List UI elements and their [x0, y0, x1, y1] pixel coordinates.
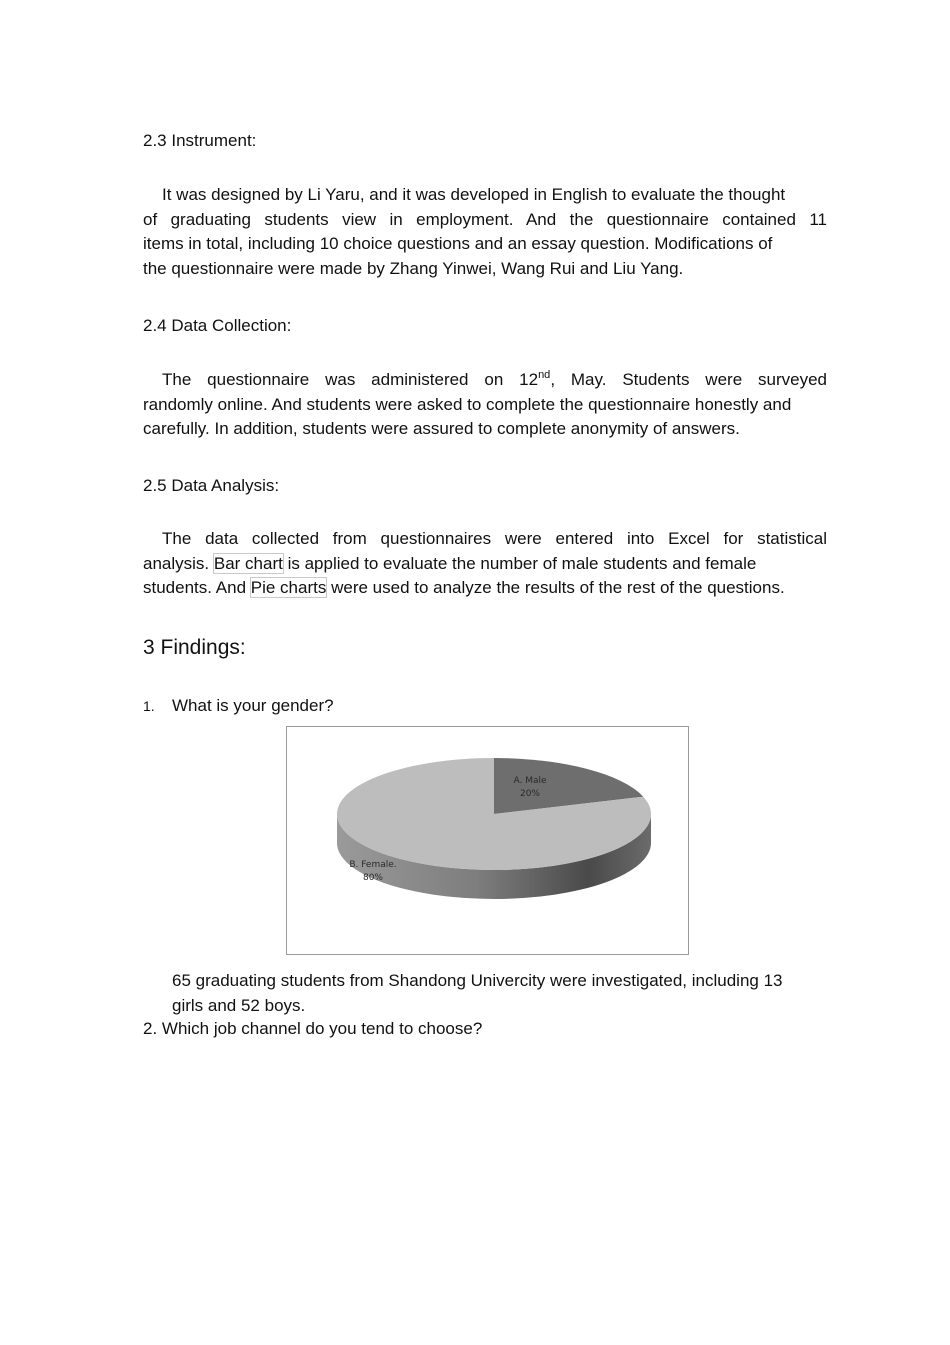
text-run: students. And	[143, 578, 247, 597]
section-heading-data-analysis: 2.5 Data Analysis:	[143, 476, 280, 495]
slice-percent-label: 80%	[362, 873, 384, 883]
paragraph-line: It was designed by Li Yaru, and it was developed in English to evaluate the thought	[162, 185, 786, 204]
text-run: The questionnaire was administered on 12	[162, 370, 539, 389]
paragraph-line	[143, 368, 827, 393]
section-heading-data-collection: 2.4 Data Collection:	[143, 316, 292, 335]
paragraph-line: items in total, including 10 choice questions and an essay question. Modifications of	[143, 234, 773, 253]
paragraph-line: of graduating students view in employment. And the questionnaire contained 11	[143, 209, 827, 229]
pie-chart-term: Pie charts	[250, 578, 327, 597]
question-number: 1.	[143, 698, 155, 714]
paragraph-line: the questionnaire were made by Zhang Yinwei, Wang Rui and Liu Yang.	[143, 258, 684, 278]
slice-category-label: A. Male	[513, 776, 547, 786]
caption-line: girls and 52 boys.	[172, 995, 306, 1015]
paragraph-line: carefully. In addition, students were assured to complete anonymity of answers.	[143, 419, 740, 438]
paragraph-data-collection	[143, 368, 827, 442]
question-2: 2. Which job channel do you tend to choose?	[143, 1019, 483, 1038]
text-run: , May. Students were surveyed	[550, 370, 827, 389]
pie-chart-svg	[287, 727, 688, 954]
caption-line: 65 graduating students from Shandong Univercity were investigated, including 13	[172, 971, 783, 990]
section-heading-instrument: 2.3 Instrument:	[143, 131, 257, 150]
paragraph-instrument	[143, 183, 827, 281]
text-run: is applied to evaluate the number of male students and female	[287, 553, 757, 573]
slice-percent-label: 20%	[519, 789, 541, 799]
chart-caption	[172, 969, 832, 1018]
question-text: What is your gender?	[172, 696, 334, 715]
findings-heading: 3 Findings:	[143, 636, 246, 659]
superscript: nd	[538, 369, 551, 381]
text-run: analysis.	[143, 553, 210, 573]
bar-chart-term: Bar chart	[213, 553, 283, 573]
paragraph-line	[143, 552, 827, 577]
question-1	[143, 695, 334, 717]
paragraph-data-analysis	[143, 527, 827, 601]
gender-pie-chart	[286, 726, 689, 955]
paragraph-line: randomly online. And students were asked to complete the questionnaire honestly and	[143, 394, 792, 414]
paragraph-line: The data collected from questionnaires were entered into Excel for statistical	[162, 529, 827, 548]
pie-top	[337, 758, 651, 870]
slice-category-label: B. Female.	[349, 860, 397, 870]
paragraph-line	[143, 576, 827, 601]
text-run: were used to analyze the results of the rest of the questions.	[331, 578, 785, 597]
